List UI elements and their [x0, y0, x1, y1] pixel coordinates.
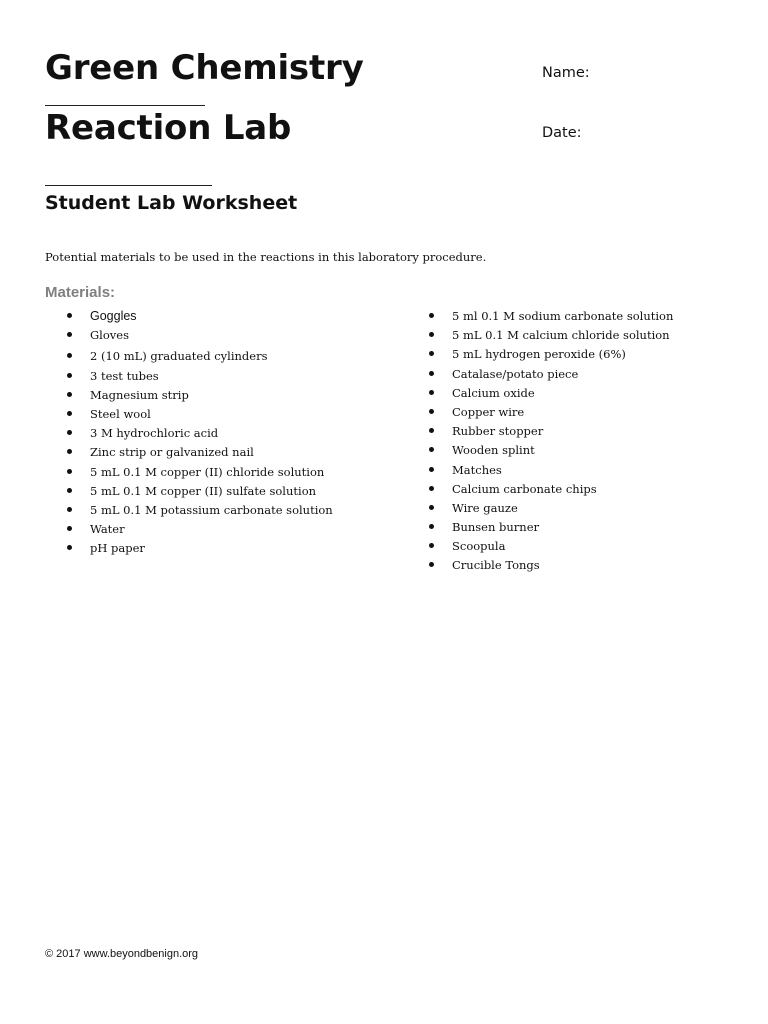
list-item — [428, 422, 673, 441]
bullet-icon — [67, 449, 72, 454]
list-item-label: 5 mL 0.1 M copper (II) sulfate solution — [90, 483, 317, 498]
list-item — [428, 326, 673, 345]
list-item-label: 5 ml 0.1 M sodium carbonate solution — [452, 309, 674, 323]
bullet-icon — [67, 469, 72, 474]
list-item — [66, 307, 333, 326]
subtitle-rule — [45, 185, 212, 186]
bullet-icon — [67, 545, 72, 550]
bullet-icon — [429, 428, 434, 433]
bullet-icon — [429, 351, 434, 356]
list-item — [66, 326, 333, 345]
list-item — [428, 365, 673, 384]
list-item — [428, 441, 673, 460]
copyright-footer: © 2017 www.beyondbenign.org — [45, 948, 199, 960]
list-item — [66, 424, 333, 443]
list-item-label: 5 mL 0.1 M potassium carbonate solution — [90, 502, 333, 517]
list-item-label: Catalase/potato piece — [452, 366, 579, 381]
bullet-icon — [429, 409, 434, 414]
list-item — [428, 345, 673, 364]
list-item — [428, 403, 673, 422]
title-underline — [45, 105, 205, 106]
materials-list-right — [428, 307, 673, 576]
bullet-icon — [67, 373, 72, 378]
list-item — [428, 499, 673, 518]
list-item — [428, 518, 673, 537]
list-item-label: Wire gauze — [452, 500, 518, 515]
list-item — [66, 482, 333, 501]
list-item-label: Wooden splint — [452, 443, 535, 458]
list-item — [66, 443, 333, 462]
list-item — [66, 347, 333, 366]
list-item-label: Rubber stopper — [452, 424, 544, 439]
list-item — [66, 386, 333, 405]
list-item-label: 2 (10 mL) graduated cylinders — [90, 349, 268, 364]
list-item-label: Gloves — [90, 328, 129, 343]
list-item — [66, 520, 333, 539]
list-item-label: 5 mL 0.1 M calcium chloride solution — [452, 328, 670, 343]
list-item — [428, 480, 673, 499]
list-item-label: Crucible Tongs — [452, 558, 540, 573]
bullet-icon — [429, 313, 434, 318]
list-item-label: 5 mL hydrogen peroxide (6%) — [452, 347, 626, 362]
list-item — [66, 539, 333, 558]
bullet-icon — [67, 411, 72, 416]
list-item-label: Copper wire — [452, 404, 525, 419]
bullet-icon — [429, 467, 434, 472]
list-item-label: 3 test tubes — [90, 368, 159, 383]
list-item-label: Scoopula — [452, 539, 506, 554]
bullet-icon — [67, 488, 72, 493]
title-line-1: Green Chemistry — [45, 48, 364, 88]
list-item — [428, 556, 673, 575]
bullet-icon — [67, 313, 72, 318]
list-item — [428, 307, 673, 326]
list-item — [66, 367, 333, 386]
list-item-label: Magnesium strip — [90, 387, 189, 402]
list-item-label: 5 mL 0.1 M copper (II) chloride solution — [90, 464, 325, 479]
worksheet-subtitle: Student Lab Worksheet — [45, 192, 298, 214]
bullet-icon — [67, 526, 72, 531]
list-item — [66, 501, 333, 520]
bullet-icon — [67, 332, 72, 337]
list-item-label: Calcium oxide — [452, 385, 535, 400]
bullet-icon — [429, 371, 434, 376]
list-item — [66, 463, 333, 482]
list-item — [428, 384, 673, 403]
list-item-label: Water — [90, 522, 125, 537]
list-item-label: Bunsen burner — [452, 520, 540, 535]
bullet-icon — [67, 353, 72, 358]
bullet-icon — [67, 507, 72, 512]
bullet-icon — [429, 505, 434, 510]
bullet-icon — [429, 390, 434, 395]
list-item-label: Steel wool — [90, 406, 151, 421]
bullet-icon — [429, 447, 434, 452]
bullet-icon — [429, 486, 434, 491]
materials-heading: Materials: — [45, 284, 116, 301]
bullet-icon — [67, 430, 72, 435]
bullet-icon — [67, 392, 72, 397]
list-item-label: Calcium carbonate chips — [452, 481, 597, 496]
list-item-label: Matches — [452, 462, 502, 477]
list-item — [428, 537, 673, 556]
bullet-icon — [429, 524, 434, 529]
bullet-icon — [429, 543, 434, 548]
date-label: Date: — [542, 125, 582, 141]
list-item — [428, 461, 673, 480]
intro-text: Potential materials to be used in the reactions in this laboratory procedure. — [45, 250, 487, 264]
list-item-label: Goggles — [90, 309, 137, 323]
list-item — [66, 405, 333, 424]
bullet-icon — [429, 562, 434, 567]
list-item-label: pH paper — [90, 541, 145, 556]
list-item-label: Zinc strip or galvanized nail — [90, 445, 254, 460]
name-label: Name: — [542, 65, 590, 81]
materials-list-left — [66, 307, 333, 558]
list-item-label: 3 M hydrochloric acid — [90, 426, 219, 441]
bullet-icon — [429, 332, 434, 337]
title-line-2: Reaction Lab — [45, 108, 292, 148]
